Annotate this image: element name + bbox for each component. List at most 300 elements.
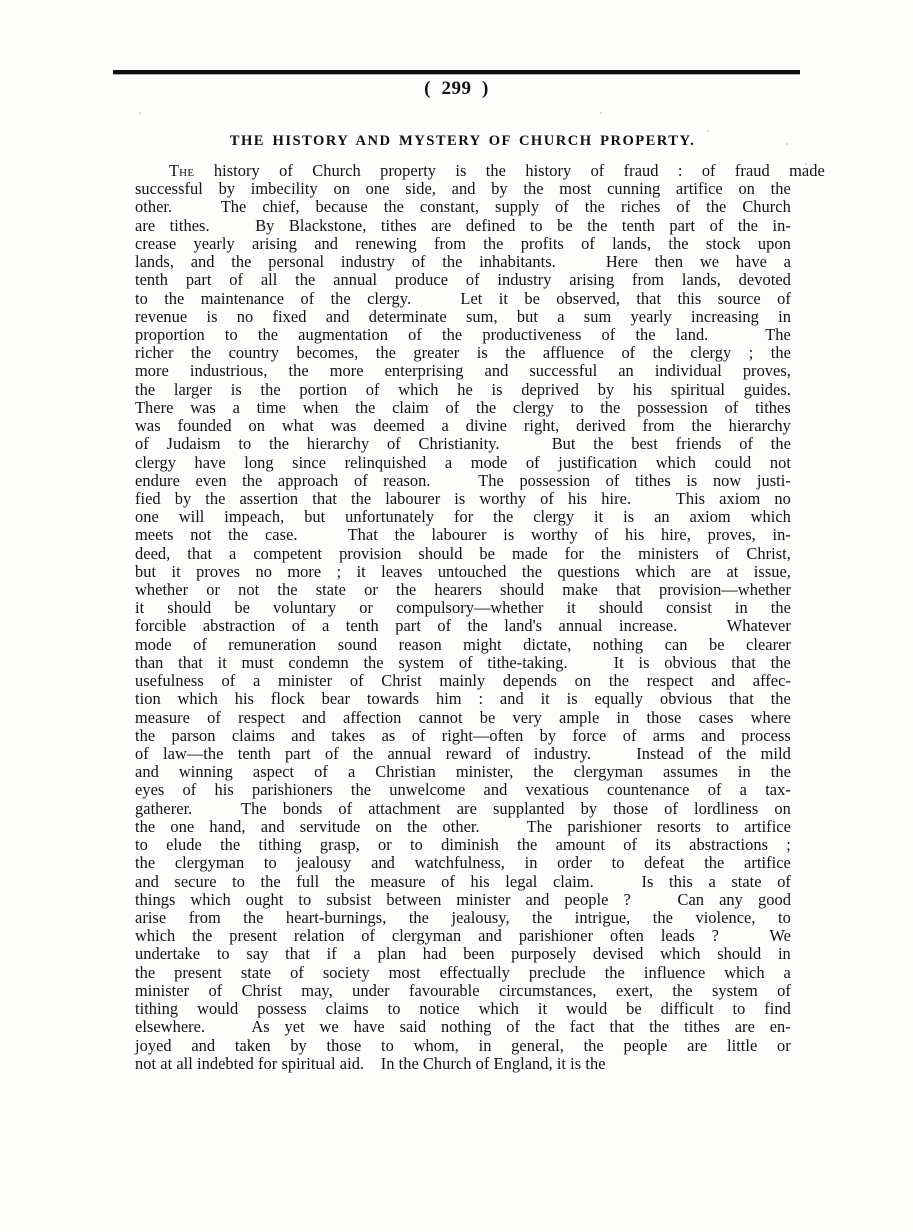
text-word: the [243,907,264,927]
text-word: full [296,871,320,891]
text-word: respect [238,707,285,727]
text-word: of [777,980,791,1000]
text-word: or [359,598,374,618]
text-word: that [312,488,337,508]
sentence-gap [364,1055,381,1073]
text-word: should [418,543,463,563]
text-word: we [699,252,720,272]
text-word: under [352,980,390,1000]
text-word: for [454,507,474,527]
text-word: clergy [135,452,176,472]
text-word: clergyman [391,926,462,946]
text-word: the [135,816,156,836]
text-word: of [300,288,315,308]
text-word: richer [135,343,174,363]
text-word: of [365,379,380,399]
text-word: legal [505,871,538,891]
text-line [135,271,791,289]
text-word: supply [495,197,540,217]
text-word: the [521,561,543,581]
text-word: since [292,452,327,472]
text-word: was [190,397,216,417]
text-word: The [478,470,504,490]
text-word: of [229,270,244,290]
text-word: was [330,416,357,436]
text-word: the [523,179,544,199]
text-word: of [135,744,149,763]
text-word: It [613,652,624,672]
text-word: larger [173,379,213,399]
text-word: but [135,561,157,581]
text-word: the [260,871,281,891]
text-word: on [738,179,755,199]
text-word: subsist [326,889,372,909]
text-word: in [777,944,791,964]
text-word: of [777,288,791,308]
text-word: stock [705,233,741,253]
text-word: is [454,488,466,508]
text-word: is [455,161,467,180]
text-word: in [478,1035,492,1055]
text-word: by [597,379,615,399]
text-line [135,654,791,672]
text-word: deprived [521,379,579,399]
text-word: Church [422,1053,476,1073]
text-word: general, [511,1035,564,1055]
text-word: greater [413,343,460,363]
text-word: produce [394,270,449,290]
article-body [135,161,825,1073]
text-word: proves [196,561,241,581]
text-word: be [479,543,495,563]
text-word: Judaism [166,434,221,454]
text-word: and [291,725,316,745]
text-word: possession [519,470,591,490]
text-word: state [240,962,272,982]
text-word: ; [336,561,342,581]
text-line [135,563,791,581]
text-word: Church [742,197,791,217]
text-word: the [475,397,497,417]
text-word: that [285,944,310,964]
text-word: flock [270,689,305,709]
text-word: those [646,707,682,727]
text-word: force [572,725,607,745]
text-word: the [257,324,279,344]
text-word: have [353,1017,385,1037]
text-word: Let [460,288,483,308]
text-word: is [623,507,635,527]
text-word: clearer [746,634,791,654]
text-word: property [380,161,437,180]
text-word: Here [605,252,638,272]
text-word: the [394,525,415,545]
text-line [135,1000,791,1018]
text-word: find [764,999,791,1019]
text-line [135,599,791,617]
text-word: clergy. [367,288,412,308]
text-word: no [774,488,791,508]
text-word: a [321,616,330,636]
text-word: a [232,397,240,417]
text-word: relation [293,926,345,946]
text-word: the [770,762,791,782]
text-line [135,161,825,180]
text-word: its [655,835,671,855]
text-word: and [711,671,736,691]
text-word: hire, [661,525,691,545]
text-word: and [371,853,395,873]
text-word: it [537,999,548,1019]
text-word: deemed [373,416,425,436]
text-word: is [566,689,578,709]
text-word: ? [711,926,719,946]
sentence-gap [728,326,745,344]
text-word: that [729,689,754,709]
text-word: where [750,707,791,727]
text-word: the [135,725,156,745]
text-word: the [668,233,689,253]
text-word: relinquished [344,452,427,472]
text-word: the [442,252,463,272]
text-word: aspect [252,762,295,782]
text-word: of [664,798,678,818]
text-word: history [213,161,260,180]
text-word: plan [377,944,406,964]
text-word: ; [748,343,754,363]
text-word: be [524,288,540,308]
text-word: the [600,543,622,563]
text-word: which [190,889,231,909]
text-word: to [716,816,729,836]
text-word: the [363,652,384,672]
text-word: gatherer. [135,798,193,818]
text-word: the [737,215,759,235]
text-word: of [623,835,638,855]
text-word: right—often [441,725,524,745]
text-word: made [511,543,548,563]
text-word: : [478,689,484,709]
text-word: hire. [601,488,632,508]
text-word: clergy [512,397,554,417]
text-word: provision [339,543,402,563]
text-word: society [322,962,370,982]
text-word: by [174,488,192,508]
text-word: compulsory—whether [396,598,544,618]
text-word: justi- [756,470,791,490]
text-word: amount [555,835,606,855]
text-word: order [557,853,592,873]
text-word: hierarchy [306,434,370,454]
text-word: industrious, [189,361,268,381]
text-word: things [135,889,176,909]
text-word: the [355,397,376,417]
text-word: annual [333,270,378,290]
text-word: obvious [659,689,713,709]
text-word: the [652,907,673,927]
text-word: and [135,871,159,891]
text-word: if [326,944,337,964]
text-word: case. [264,525,298,545]
text-word: all [176,1053,198,1073]
text-word: individual [654,361,722,381]
text-word: from [433,233,467,253]
text-line [135,709,791,727]
text-word: to [410,835,423,855]
text-word: a [557,306,565,326]
text-word: at [726,561,739,581]
text-word: which [660,944,701,964]
text-word: diminish [441,835,499,855]
text-word: the [770,343,791,363]
sentence-gap [427,290,444,308]
text-word: and [314,233,339,253]
text-word: becomes, [296,343,359,363]
text-word: should [167,598,212,618]
text-word: increase. [619,616,678,636]
text-word: the [407,816,428,836]
text-word: of [291,616,306,636]
text-word: lands, [135,252,174,272]
text-word: devoted [738,270,791,290]
text-word: reason [398,634,442,654]
text-word: affection [343,707,402,727]
text-word: personal [268,252,325,272]
text-word: minister [456,889,511,909]
text-word: of [590,161,605,180]
text-word: of [338,798,353,818]
text-word: the [485,161,506,180]
text-word: obvious [664,652,717,672]
text-word: it [498,288,508,308]
text-word: that [187,543,213,563]
text-word: not [769,452,791,472]
text-word: reason. [383,470,431,490]
text-word: devised [593,944,644,964]
text-word: by [218,179,236,199]
text-word: his [625,525,645,545]
text-word: the [600,397,621,417]
text-word: Christian [375,762,436,782]
text-word: and [135,762,159,782]
text-word: say [246,944,269,964]
text-word: the [649,1017,670,1037]
text-word: the [672,980,693,1000]
text-word: a [444,452,453,472]
text-word: In [380,1053,399,1073]
text-word: approach [277,470,339,490]
text-word: and [325,306,350,326]
text-word: mild [760,744,791,763]
text-word: successful [135,179,203,199]
text-word: and [191,1035,216,1055]
text-word: the [608,671,630,691]
text-word: most [388,962,421,982]
text-word: tenth [345,616,379,636]
text-word: not [135,1053,161,1073]
text-word: inhabitants. [479,252,556,272]
text-word: circumstances, [498,980,597,1000]
text-line [135,308,791,326]
text-word: friends [675,434,722,454]
text-line [135,290,791,308]
text-word: is [570,1053,586,1073]
text-word: to [381,1035,394,1055]
text-word: clergyman [174,853,245,873]
text-word: those [613,798,649,818]
text-word: clergy [690,343,732,363]
text-word: the [726,744,747,763]
text-word: to [232,871,245,891]
text-word: That [347,525,378,545]
text-word: those [326,1035,362,1055]
text-word: an [654,507,670,527]
text-word: which [724,962,765,982]
text-line [135,854,791,872]
text-line [135,435,791,453]
text-line [135,1018,791,1036]
text-word: other. [135,197,173,217]
text-word: that [609,1017,635,1037]
text-word: observed, [556,288,620,308]
text-word: the [353,744,374,763]
text-word: of [445,397,460,417]
text-line [135,836,791,854]
text-word: labourer [385,488,441,508]
text-line [135,417,791,435]
text-word: the [260,379,281,399]
text-word: even [195,470,227,490]
text-word: taken [234,1035,271,1055]
text-word: from [642,416,675,436]
text-word: by [580,798,598,818]
text-word: but [304,507,326,527]
text-word: the [205,488,226,508]
text-word: mode [135,634,172,654]
text-word: it [356,561,366,581]
sentence-gap [314,526,331,544]
text-word: tithes [380,215,417,235]
text-word: part [185,270,212,290]
text-word: which [750,507,791,527]
text-word: the [351,488,372,508]
text-word: the [268,434,290,454]
text-word: winning [178,762,233,782]
text-word: to [732,999,746,1019]
text-word: may, [301,980,333,1000]
text-word: the [534,1017,556,1037]
text-word: to [778,907,791,927]
text-line [135,909,791,927]
text-word: voluntary [272,598,337,618]
text-word: as [381,725,396,745]
text-word: jealousy, [451,907,510,927]
text-word: tithes [754,397,791,417]
text-word: side, [405,179,436,199]
text-word: his [214,780,234,800]
text-word: intrigue, [574,907,631,927]
text-word: and [451,179,476,199]
text-word: of [475,1053,494,1073]
text-word: arising [569,270,615,290]
text-word: would [566,999,608,1019]
text-line [135,381,791,399]
text-word: or [777,1035,791,1055]
text-word: is [476,343,488,363]
text-word: when [302,397,339,417]
text-word: of [324,744,339,763]
text-word: ought [245,889,284,909]
text-word: Church [312,161,361,180]
text-word: servitude [299,816,361,836]
text-word: fraud [734,161,770,180]
text-word: increasing [691,306,759,326]
sentence-gap [609,873,626,891]
text-word: The [526,816,553,836]
text-word: his [470,871,490,891]
text-word: claims [325,999,369,1019]
sentence-gap [582,654,599,672]
text-word: heart-burnings, [285,907,387,927]
text-word: axiom [719,488,761,508]
text-word: of [386,434,401,454]
text-word: the [770,434,791,454]
text-word: a [783,962,791,982]
text-word: labourer [431,525,487,545]
text-word: of [458,652,473,672]
text-word: derived [576,416,626,436]
text-word: industry [497,270,552,290]
text-word: indebted [197,1053,259,1073]
text-word: from [632,270,665,290]
text-word: this [668,871,693,891]
text-word: for [564,543,584,563]
text-word: provision—whether [659,580,791,600]
text-word: the [533,762,554,782]
text-word: of [314,762,328,782]
text-word: augmentation [298,324,388,344]
text-word: of [709,215,724,235]
text-word: on [375,816,392,836]
text-word: in [616,707,630,727]
text-line [135,873,791,891]
text-word: tenth [621,215,655,235]
text-word: because [315,197,368,217]
text-word: right, [523,416,560,436]
text-line [135,508,791,526]
text-word: Christ, [746,543,791,563]
text-word: undertake [135,944,201,964]
text-word: ? [623,889,631,909]
text-word: of [701,161,716,180]
text-word: the [706,197,727,217]
sentence-gap [573,253,590,271]
text-word: As [251,1017,270,1037]
sentence-gap [645,490,662,508]
text-word: effectually [439,962,510,982]
text-word: defeat [644,853,685,873]
text-line [135,472,791,490]
text-word: and [483,780,508,800]
text-word: had [422,944,447,964]
text-word: assertion [239,488,299,508]
text-word: ample [559,707,600,727]
text-word: a [347,762,356,782]
text-word: of [581,233,595,253]
text-word: process [741,725,791,745]
text-word: cases [698,707,734,727]
text-word: of [698,744,712,763]
